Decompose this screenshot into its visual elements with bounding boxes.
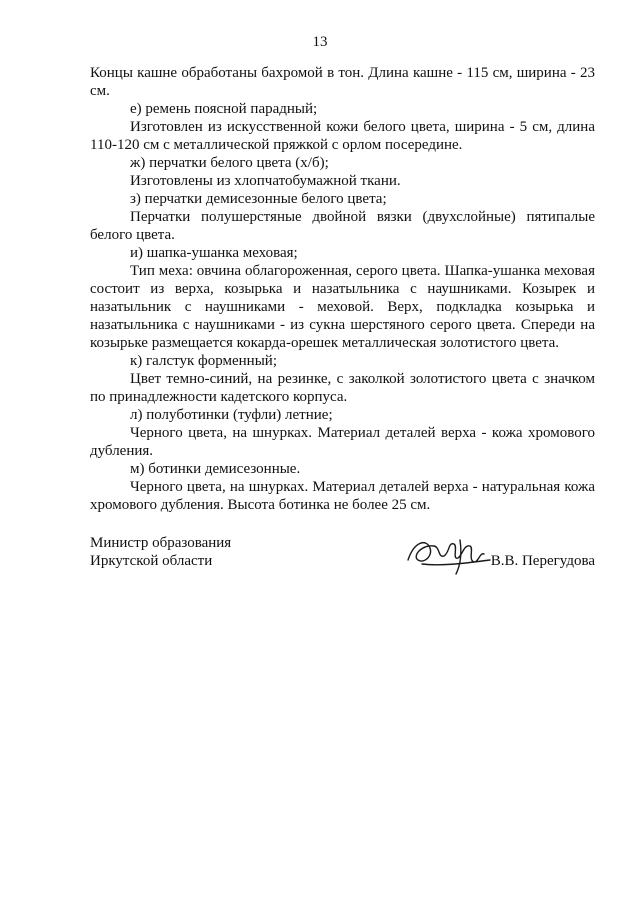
list-item-heading: и) шапка-ушанка меховая; [130, 245, 298, 261]
list-item-heading: е) ремень поясной парадный; [130, 101, 318, 117]
page-number: 13 [312, 34, 328, 50]
paragraph: Цвет темно-синий, на резинке, с заколкой золотистого цвета с значком по принадлежности кадетского корпуса. [90, 371, 595, 405]
signatory-title-line1: Министр образования [90, 535, 232, 551]
signatory-title [90, 534, 231, 570]
list-item-heading: к) галстук форменный; [130, 353, 277, 369]
signatory-name: В.В. Перегудова [490, 553, 595, 569]
paragraph: Черного цвета, на шнурках. Материал деталей верха - натуральная кожа хромового дубления. Высота ботинка не более 25 см. [90, 479, 595, 513]
list-item-heading: м) ботинки демисезонные. [130, 461, 301, 477]
paragraph: Изготовлены из хлопчатобумажной ткани. [130, 173, 401, 189]
signatory-title-line2: Иркутской области [90, 553, 213, 569]
list-item-heading: з) перчатки демисезонные белого цвета; [130, 191, 387, 207]
document-body [90, 64, 595, 514]
signature-block [90, 534, 595, 594]
paragraph: Изготовлен из искусственной кожи белого цвета, ширина - 5 см, длина 110-120 см с металлической пряжкой с орлом посередине. [90, 119, 595, 153]
list-item-heading: л) полуботинки (туфли) летние; [130, 407, 333, 423]
paragraph: Тип меха: овчина облагороженная, серого цвета. Шапка-ушанка меховая состоит из верха, козырька и назатыльника с наушниками. Козырек и назатыльник с наушниками - меховой. Верх, подкладка козырька и назатыльника с наушниками - из сукна шерстяного серого цвета. Спереди на козырьке размещается кокарда-орешек металлическая золотистого цвета. [90, 263, 595, 351]
paragraph: Концы кашне обработаны бахромой в тон. Длина кашне - 115 см, ширина - 23 см. [90, 65, 595, 99]
list-item-heading: ж) перчатки белого цвета (х/б); [130, 155, 329, 171]
paragraph: Черного цвета, на шнурках. Материал деталей верха - кожа хромового дубления. [90, 425, 595, 459]
handwritten-signature-icon [400, 530, 500, 580]
paragraph: Перчатки полушерстяные двойной вязки (двухслойные) пятипалые белого цвета. [90, 209, 595, 243]
